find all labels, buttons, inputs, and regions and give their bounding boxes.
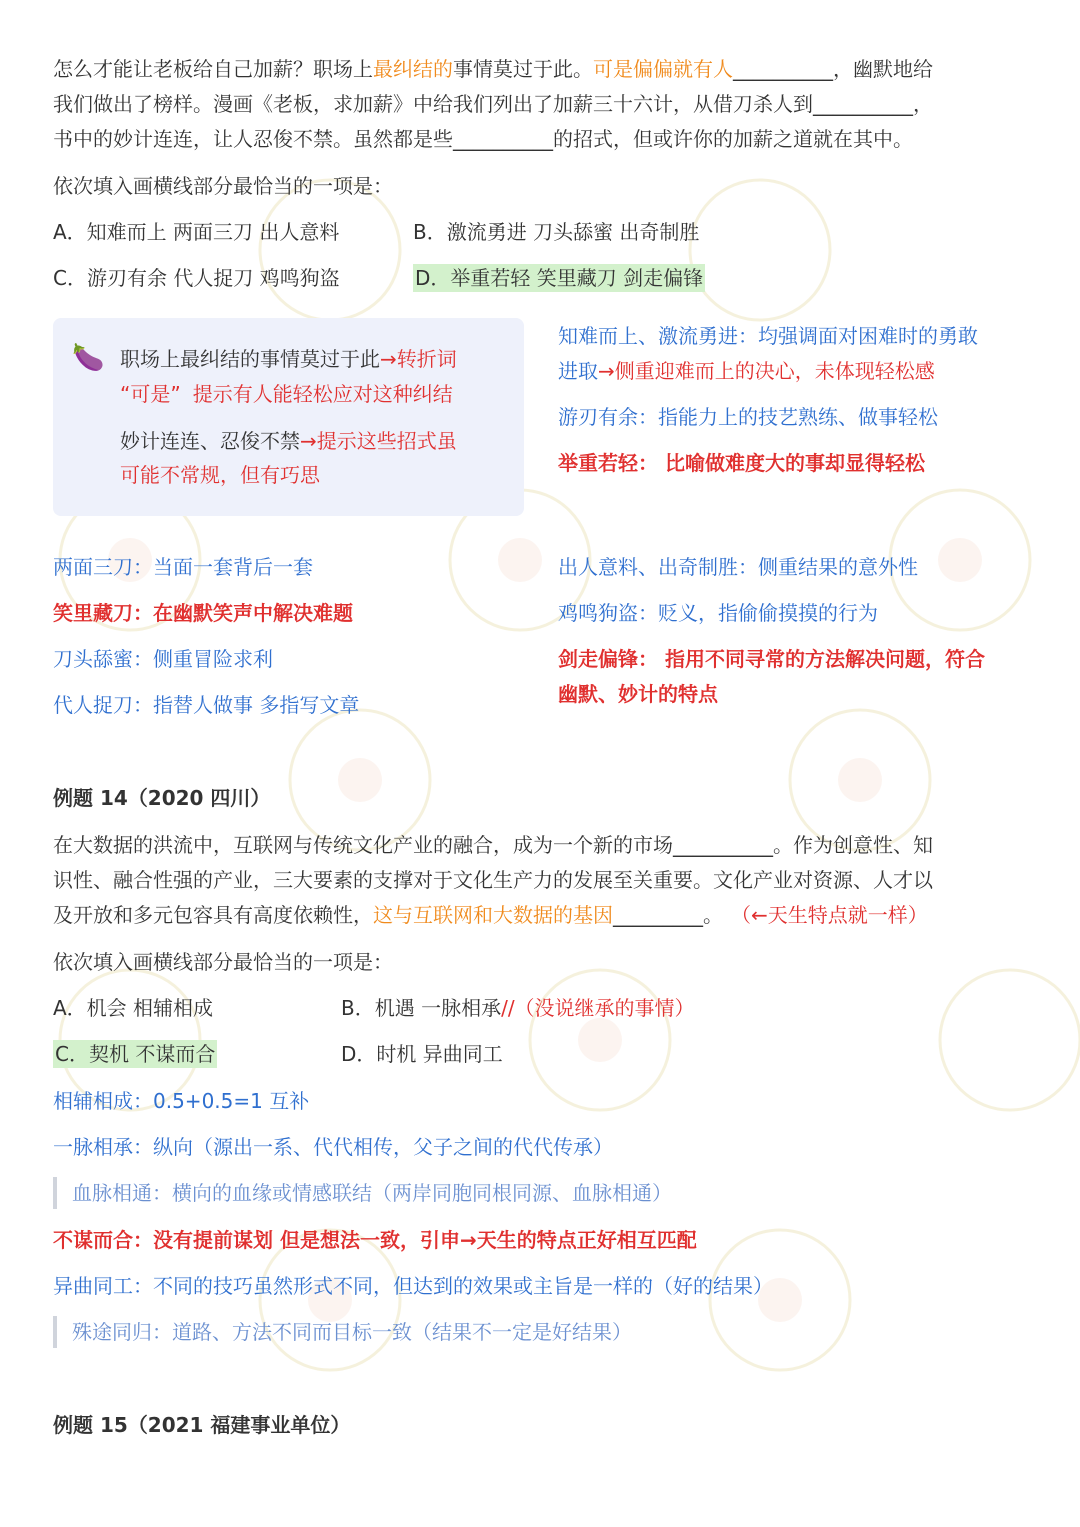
quote-shututonggui: 殊途同归：道路、方法不同而目标一致（结果不一定是好结果） — [72, 1320, 632, 1344]
q15-title: 例题 15（2021 福建事业单位） — [53, 1413, 351, 1437]
note-xiangfuxiangcheng: 相辅相成：0.5+0.5=1 互补 — [53, 1089, 310, 1113]
def-churenyiliao: 出人意料、出奇制胜：侧重结果的意外性 — [558, 555, 918, 579]
text: 提示有人能轻松应对这种纠结 — [192, 382, 453, 406]
highlight-text: 可是偏偏就有人 — [593, 57, 733, 81]
text: “可是” — [120, 382, 181, 406]
q13-prompt: 依次填入画横线部分最恰当的一项是： — [53, 174, 393, 198]
text: __________，幽默地给 — [733, 57, 933, 81]
q13-paragraph-line-1 — [53, 55, 933, 83]
tip-line-4: 可能不常规，但有巧思 — [120, 463, 320, 487]
tip-line-3 — [120, 427, 457, 455]
def-liangmiansandao: 两面三刀：当面一套背后一套 — [53, 555, 313, 579]
q14-paragraph-line-3 — [53, 901, 928, 929]
def-jianzoupianfeng-line-1: 剑走偏锋： 指用不同寻常的方法解决问题，符合 — [558, 647, 985, 671]
text: 及开放和多元包容具有高度依赖性， — [53, 903, 373, 927]
q14-option-c-correct[interactable] — [53, 1040, 217, 1068]
text: 怎么才能让老板给自己加薪？职场上 — [53, 57, 373, 81]
def-daotoutianmi: 刀头舔蜜：侧重冒险求利 — [53, 647, 273, 671]
correct-answer-highlight: C．契机 不谋而合 — [55, 1042, 216, 1066]
q14-option-a[interactable]: A．机会 相辅相成 — [53, 996, 214, 1020]
highlight-text: 最纠结的 — [373, 57, 453, 81]
q14-paragraph-line-1: 在大数据的洪流中，互联网与传统文化产业的融合，成为一个新的市场__________。作为创意性、知 — [53, 833, 933, 857]
def-jimingoudao: 鸡鸣狗盗：贬义，指偷偷摸摸的行为 — [558, 601, 878, 625]
q13-option-d-correct[interactable] — [413, 264, 705, 292]
q13-option-b[interactable]: B．激流勇进 刀头舔蜜 出奇制胜 — [413, 220, 700, 244]
q14-option-d[interactable]: D．时机 异曲同工 — [341, 1042, 503, 1066]
quote-xuemaixiangtong: 血脉相通：横向的血缘或情感联结（两岸同胞同根同源、血脉相通） — [72, 1181, 672, 1205]
text: →提示这些招式虽 — [300, 429, 457, 453]
q14-option-b[interactable] — [341, 994, 695, 1022]
annotation-text: （←天生特点就一样） — [741, 903, 928, 927]
note-juzhongruoqing: 举重若轻： 比喻做难度大的事却显得轻松 — [558, 451, 925, 475]
q14-title: 例题 14（2020 四川） — [53, 786, 271, 810]
text: B．机遇 一脉相承 — [341, 996, 502, 1020]
text: 事情莫过于此。 — [453, 57, 593, 81]
q14-paragraph-line-2: 识性、融合性强的产业，三大要素的支撑对于文化生产力的发展至关重要。文化产业对资源、人才以 — [53, 868, 933, 892]
q13-option-c[interactable]: C．游刃有余 代人捉刀 鸡鸣狗盗 — [53, 266, 340, 290]
quote-bar — [53, 1177, 57, 1209]
highlight-text: 这与互联网和大数据的基因 — [373, 903, 613, 927]
tip-line-2 — [120, 380, 453, 408]
def-dairenzhuodao: 代人捉刀：指替人做事 多指写文章 — [53, 693, 360, 717]
q13-option-a[interactable]: A．知难而上 两面三刀 出人意料 — [53, 220, 340, 244]
def-xiaolicangdao: 笑里藏刀：在幽默笑声中解决难题 — [53, 601, 353, 625]
note-yourenyouyu: 游刃有余：指能力上的技艺熟练、做事轻松 — [558, 405, 938, 429]
text: 职场上最纠结的事情莫过于此 — [120, 347, 380, 371]
def-jianzoupianfeng-line-2: 幽默、妙计的特点 — [558, 682, 718, 706]
note-yimaixiangcheng: 一脉相承：纵向（源出一系、代代相传，父子之间的代代传承） — [53, 1135, 613, 1159]
annotation-text: //（没说继承的事情） — [501, 996, 695, 1020]
note-bumouerhe: 不谋而合：没有提前谋划 但是想法一致，引申→天生的特点正好相互匹配 — [53, 1228, 697, 1252]
text: →转折词 — [380, 347, 457, 371]
note-yiqutonggong: 异曲同工：不同的技巧虽然形式不同，但达到的效果或主旨是一样的（好的结果） — [53, 1274, 773, 1298]
q13-paragraph-line-3: 书中的妙计连连，让人忍俊不禁。虽然都是些__________的招式，但或许你的加薪之道就在其中。 — [53, 127, 913, 151]
note-zhinan-line-1: 知难而上、激流勇进：均强调面对困难时的勇敢 — [558, 324, 978, 348]
tip-line-1 — [120, 345, 457, 373]
text: 进取 — [558, 359, 598, 383]
q14-prompt: 依次填入画横线部分最恰当的一项是： — [53, 950, 393, 974]
eggplant-icon: 🍆 — [72, 343, 105, 373]
text: →侧重迎难而上的决心，未体现轻松感 — [598, 359, 935, 383]
q13-paragraph-line-2: 我们做出了榜样。漫画《老板，求加薪》中给我们列出了加薪三十六计，从借刀杀人到__________， — [53, 92, 933, 116]
text: 妙计连连、忍俊不禁 — [120, 429, 300, 453]
text: _________。 — [613, 903, 723, 927]
correct-answer-highlight: D．举重若轻 笑里藏刀 剑走偏锋 — [415, 266, 704, 290]
quote-bar — [53, 1316, 57, 1348]
note-zhinan-line-2 — [558, 357, 935, 385]
